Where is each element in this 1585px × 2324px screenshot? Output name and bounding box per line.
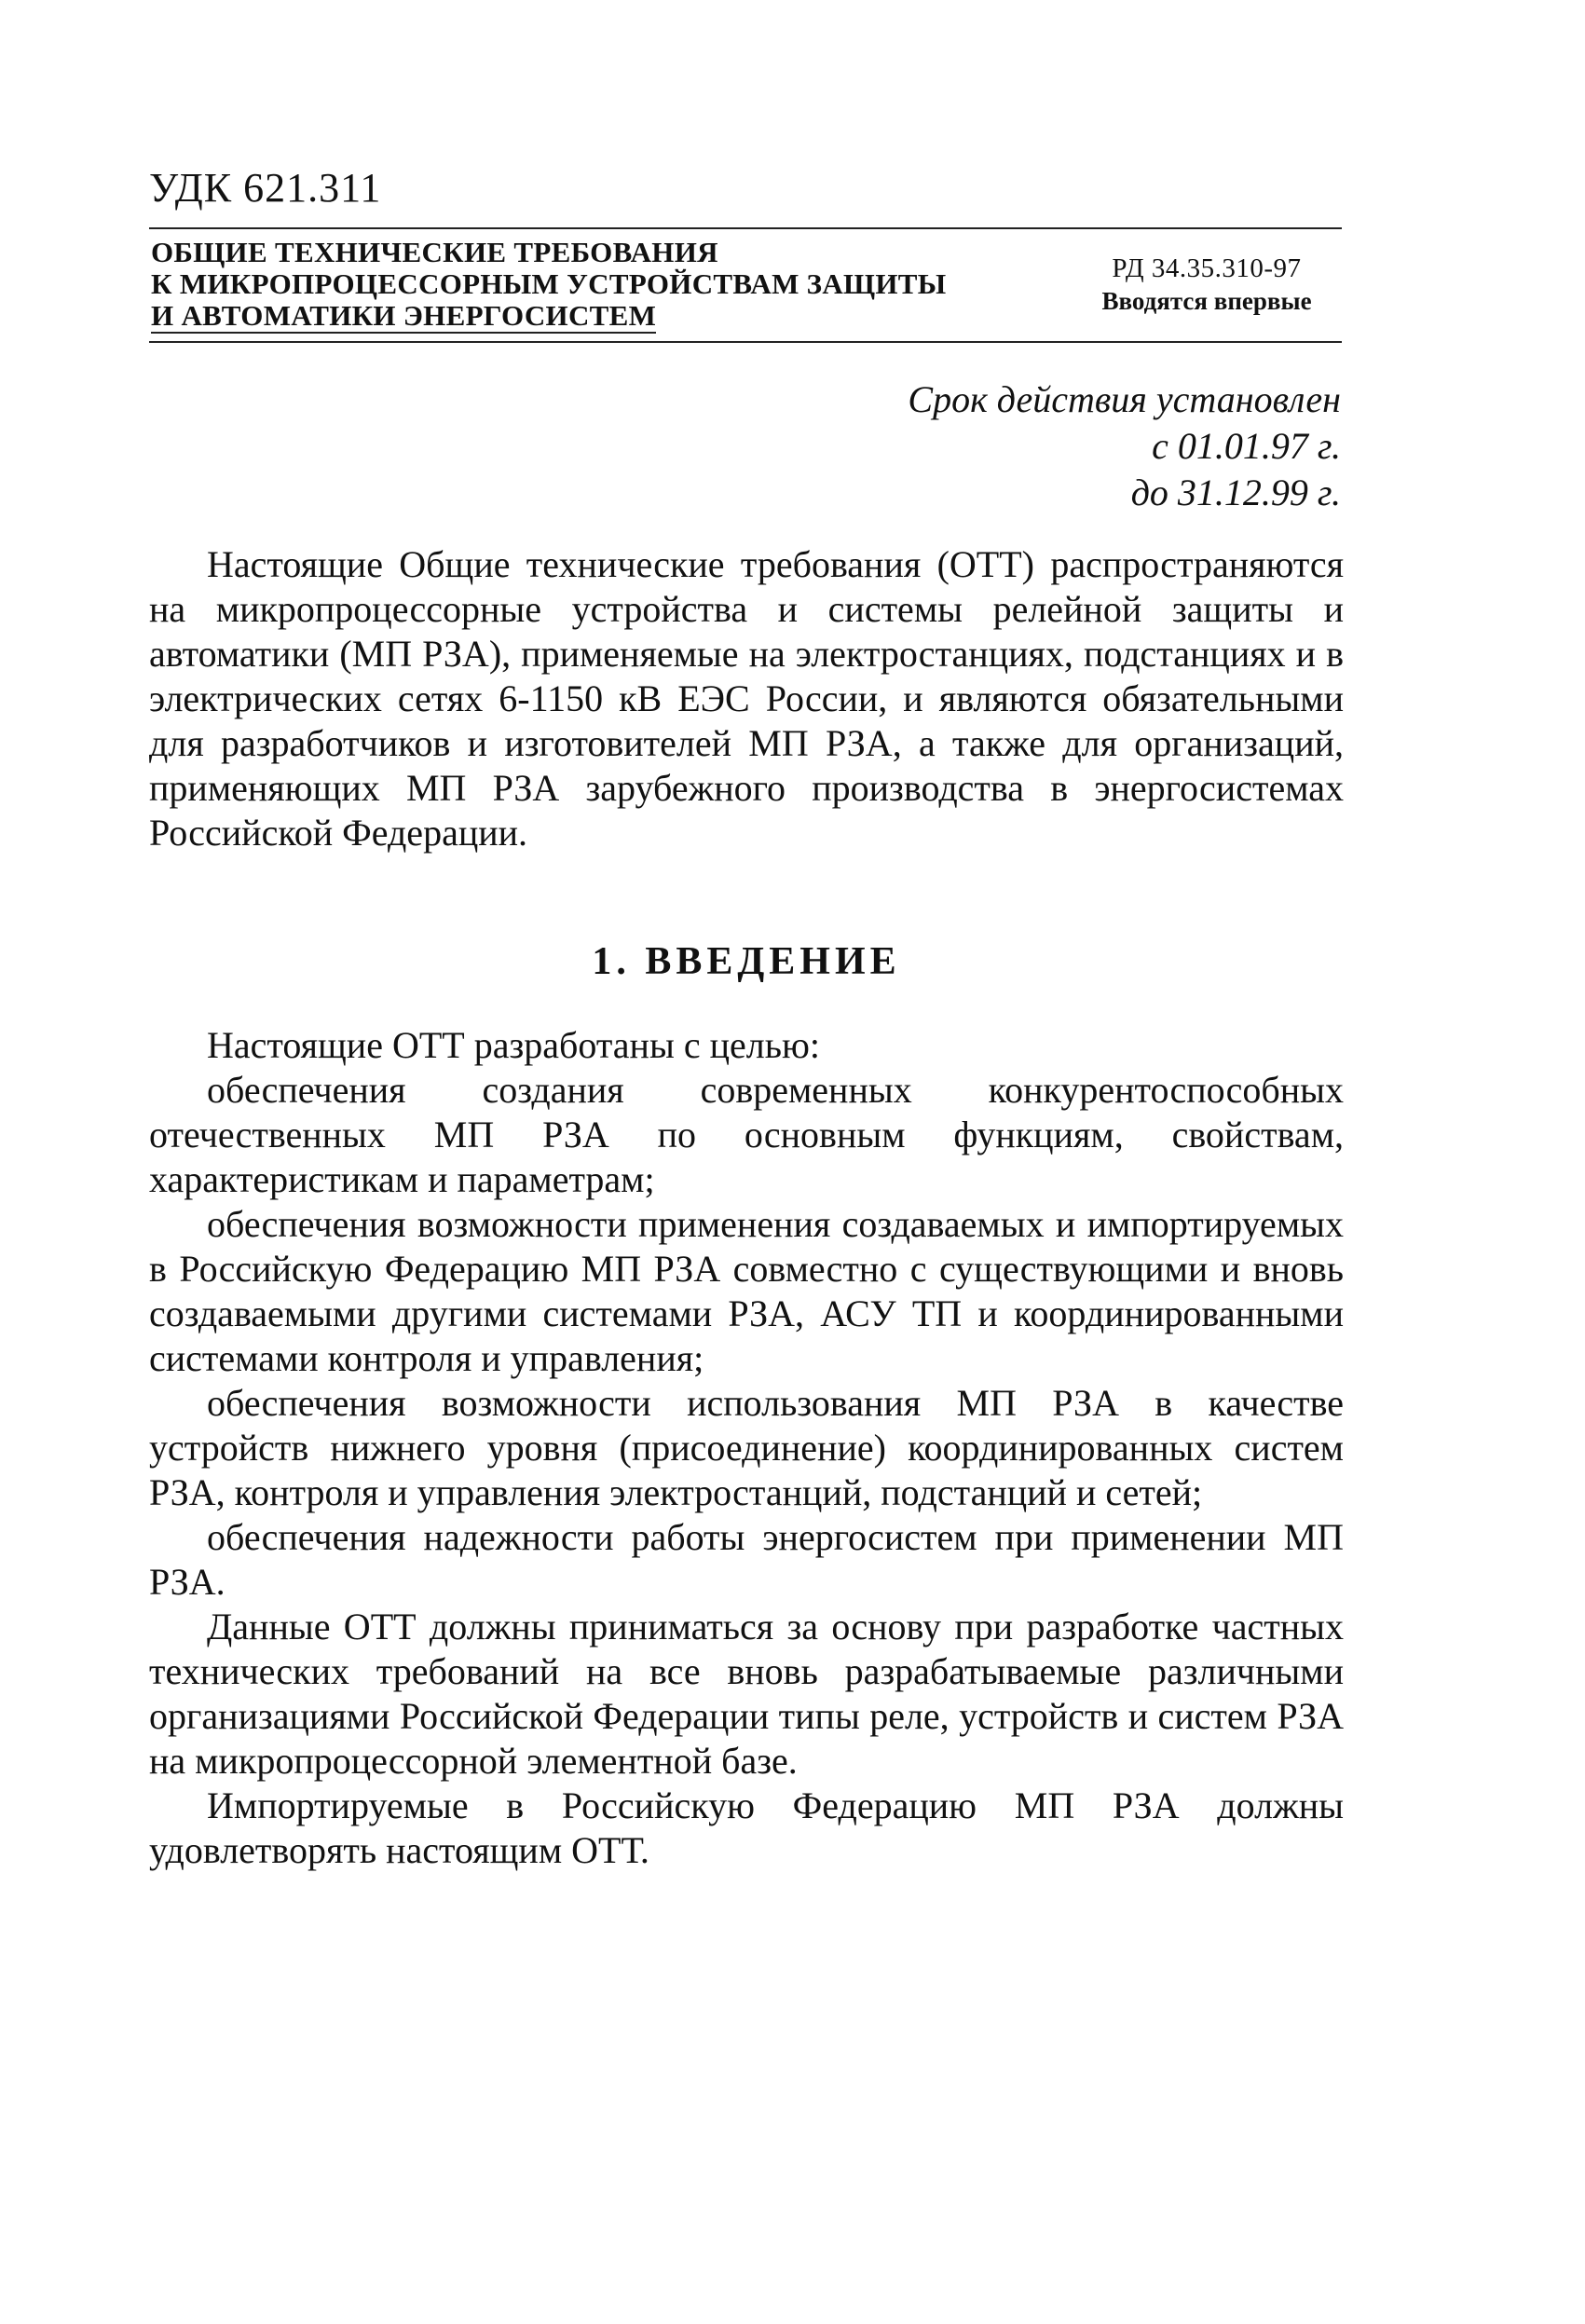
title-line-2: К МИКРОПРОЦЕССОРНЫМ УСТРОЙСТВАМ ЗАЩИТЫ <box>151 267 947 300</box>
section-heading: 1. ВВЕДЕНИЕ <box>592 940 901 983</box>
document-code-block <box>1062 252 1351 317</box>
section-paragraph: Импортируемые в Российскую Федерацию МП РЗА должны удовлетворять настоящим ОТТ. <box>149 1784 1344 1871</box>
validity-line-2: с 01.01.97 г. <box>1152 425 1341 467</box>
section-paragraph: Данные ОТТ должны приниматься за основу при разработке частных технических требований на все вновь разрабатываемые различными организациями Российской Федерации типы реле, устройств и систем РЗА на микропроцессорной элементной базе. <box>149 1606 1344 1782</box>
validity-line-1: Срок действия установлен <box>908 378 1341 420</box>
section-paragraph: обеспечения создания современных конкурентоспособных отечественных МП РЗА по основным функциям, свойствам, характеристикам и параметрам; <box>149 1069 1344 1200</box>
document-code: РД 34.35.310-97 <box>1112 253 1302 283</box>
section-paragraph: Настоящие ОТТ разработаны с целью: <box>207 1024 820 1066</box>
section-paragraph: обеспечения возможности использования МП РЗА в качестве устройств нижнего уровня (присоединение) координированных систем РЗА, контроля и управления электростанций, подстанций и сетей; <box>149 1382 1344 1513</box>
udk-code: УДК 621.311 <box>149 165 382 211</box>
section-body <box>149 1023 1344 1873</box>
section-paragraph: обеспечения возможности применения создаваемых и импортируемых в Российскую Федерацию МП РЗА совместно с существующими и вновь создаваемыми другими системами РЗА, АСУ ТП и координированными системами контроля и управления; <box>149 1203 1344 1379</box>
introduction-note: Вводятся впервые <box>1101 287 1312 315</box>
header-rule-bottom <box>149 341 1342 343</box>
intro-paragraph: Настоящие Общие технические требования (ОТТ) распространяются на микропроцессорные устройства и системы релейной защиты и автоматики (МП РЗА), применяемые на электростанциях, подстанциях и в электрических сетях 6-1150 кВ ЕЭС России, и являются обязательными для разработчиков и изготовителей МП РЗА, а также для организаций, применяющих МП РЗА зарубежного производства в энергосистемах Российской Федерации. <box>149 543 1344 854</box>
document-title <box>151 237 1064 334</box>
validity-line-3: до 31.12.99 г. <box>1130 472 1341 513</box>
header-rule-top <box>149 227 1342 229</box>
validity-period <box>908 376 1341 516</box>
intro-section <box>149 542 1344 855</box>
title-line-3: И АВТОМАТИКИ ЭНЕРГОСИСТЕМ <box>151 299 657 332</box>
title-line-1: ОБЩИЕ ТЕХНИЧЕСКИЕ ТРЕБОВАНИЯ <box>151 236 718 268</box>
section-paragraph: обеспечения надежности работы энергосистем при применении МП РЗА. <box>149 1516 1344 1603</box>
